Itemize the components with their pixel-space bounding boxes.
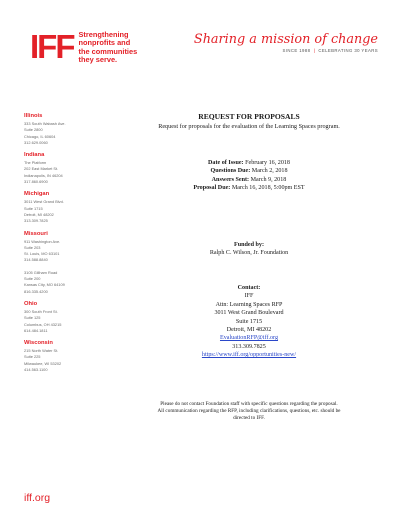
office-state: Michigan bbox=[24, 191, 50, 198]
address-line: Milwaukee, WI 53202 bbox=[24, 360, 62, 366]
contact-line: Suite 1715 bbox=[235, 318, 263, 325]
address-line: Kansas City, MO 64109 bbox=[24, 282, 65, 288]
date-row bbox=[104, 184, 394, 192]
tagline-line: they serve. bbox=[78, 55, 118, 65]
contact-phone: 313.309.7825 bbox=[232, 343, 266, 350]
date-value: March 16, 2018, 5:00pm EST bbox=[231, 184, 305, 191]
address-line: St. Louis, MO 63101 bbox=[24, 251, 60, 257]
office-indiana bbox=[24, 152, 98, 185]
office-state: Illinois bbox=[24, 113, 43, 119]
address-line: Chicago, IL 60604 bbox=[24, 133, 56, 139]
tagline-line: the communities bbox=[78, 46, 138, 56]
document-title: REQUEST FOR PROPOSALS bbox=[198, 112, 300, 121]
contact-email-link[interactable]: EvaluationRFP@iff.org bbox=[219, 335, 279, 342]
address-line: 414.563.1100 bbox=[24, 367, 48, 373]
date-label: Date of Issue: bbox=[208, 160, 244, 166]
address-line: 215 North Water St. bbox=[24, 348, 59, 354]
contact-notice bbox=[104, 401, 394, 422]
logo-mark: IFF bbox=[30, 28, 74, 65]
address-line: 300 South Front St. bbox=[24, 308, 58, 314]
address-line: 202 East Market St. bbox=[24, 166, 59, 172]
address-line: 3011 West Grand Blvd. bbox=[24, 199, 64, 205]
office-address bbox=[24, 348, 98, 373]
office-address bbox=[24, 270, 98, 295]
anniversary-slogan bbox=[194, 32, 378, 53]
address-line: 333 South Wabash Ave. bbox=[24, 121, 66, 126]
date-row bbox=[104, 167, 394, 175]
address-line: 312.629.0060 bbox=[24, 139, 48, 145]
address-line: Suite 225 bbox=[24, 354, 41, 360]
contact-line: IFF bbox=[244, 293, 254, 300]
slogan-subline bbox=[194, 48, 378, 53]
funded-label: Funded by: bbox=[234, 242, 264, 248]
address-line: 313.309.7825 bbox=[24, 218, 48, 224]
address-line: Columbus, OH 43215 bbox=[24, 321, 62, 327]
address-line: Indianapolis, IN 46204 bbox=[24, 172, 63, 178]
address-line: Detroit, MI 48202 bbox=[24, 211, 54, 217]
address-line: 314.588.8840 bbox=[24, 257, 48, 263]
date-label: Proposal Due: bbox=[193, 184, 231, 191]
office-state: Wisconsin bbox=[24, 340, 53, 347]
document-subtitle: Request for proposals for the evaluation of the Learning Spaces program. bbox=[158, 123, 340, 130]
address-line: 911 Washington Ave. bbox=[24, 238, 61, 244]
contact-section bbox=[104, 284, 394, 360]
funded-by-section bbox=[104, 241, 394, 258]
address-line: The Platform bbox=[24, 160, 47, 166]
date-row bbox=[104, 176, 394, 184]
address-line: 317.860.6900 bbox=[24, 179, 48, 185]
notice-line: Please do not contact Foundation staff with specific questions regarding the proposal. bbox=[160, 401, 338, 407]
address-line: Suite 200 bbox=[24, 276, 41, 282]
office-address bbox=[24, 309, 98, 334]
office-state: Missouri bbox=[24, 230, 48, 237]
contact-label: Contact: bbox=[237, 285, 261, 291]
date-row bbox=[104, 159, 394, 167]
date-label: Answers Sent: bbox=[211, 176, 250, 183]
address-line: Suite 2800 bbox=[24, 127, 43, 133]
funder-name: Ralph C. Wilson, Jr. Foundation bbox=[209, 250, 289, 257]
office-sidebar bbox=[24, 113, 98, 379]
notice-line: All communication regarding the RFP, including clarifications, questions, etc. should be bbox=[157, 408, 341, 415]
opportunities-link[interactable]: https://www.iff.org/opportunities-new/ bbox=[201, 352, 297, 359]
office-state: Ohio bbox=[24, 300, 38, 307]
notice-line: directed to IFF. bbox=[233, 415, 265, 422]
contact-line: Detroit, MI 48202 bbox=[226, 327, 272, 334]
address-line: 816.335.4200 bbox=[24, 288, 48, 294]
contact-line: 3011 West Grand Boulevard bbox=[214, 310, 284, 317]
separator-bar: | bbox=[312, 48, 317, 53]
office-missouri bbox=[24, 231, 98, 295]
office-address bbox=[24, 160, 98, 185]
office-state: Indiana bbox=[24, 152, 45, 159]
footer-website[interactable]: iff.org bbox=[24, 492, 51, 504]
office-illinois bbox=[24, 113, 98, 146]
date-value: March 2, 2018 bbox=[251, 168, 288, 175]
address-line: 614.484.1811 bbox=[24, 327, 48, 333]
address-line: Suite 1715 bbox=[24, 205, 43, 211]
logo-tagline bbox=[78, 31, 137, 65]
iff-logo bbox=[30, 30, 137, 65]
address-line: Suite 203 bbox=[24, 244, 41, 250]
date-value: March 9, 2018 bbox=[250, 176, 287, 183]
since-text: SINCE 1988 bbox=[282, 48, 311, 53]
office-address bbox=[24, 199, 98, 224]
tagline-line: Strengthening bbox=[78, 30, 129, 39]
office-wisconsin bbox=[24, 340, 98, 373]
address-line: Suite 125 bbox=[24, 315, 41, 321]
key-dates bbox=[104, 159, 394, 192]
tagline-line: nonprofits and bbox=[78, 38, 131, 48]
date-label: Questions Due: bbox=[210, 168, 251, 175]
office-michigan bbox=[24, 191, 98, 224]
office-address bbox=[24, 239, 98, 264]
address-line: 3105 Gillham Road bbox=[24, 269, 58, 275]
contact-line: Attn: Learning Spaces RFP bbox=[215, 301, 283, 308]
office-address bbox=[24, 121, 98, 146]
celebrating-text: CELEBRATING 30 YEARS bbox=[318, 48, 378, 53]
office-ohio bbox=[24, 301, 98, 334]
date-value: February 16, 2018 bbox=[245, 160, 290, 166]
slogan-text: Sharing a mission of change bbox=[193, 32, 378, 47]
